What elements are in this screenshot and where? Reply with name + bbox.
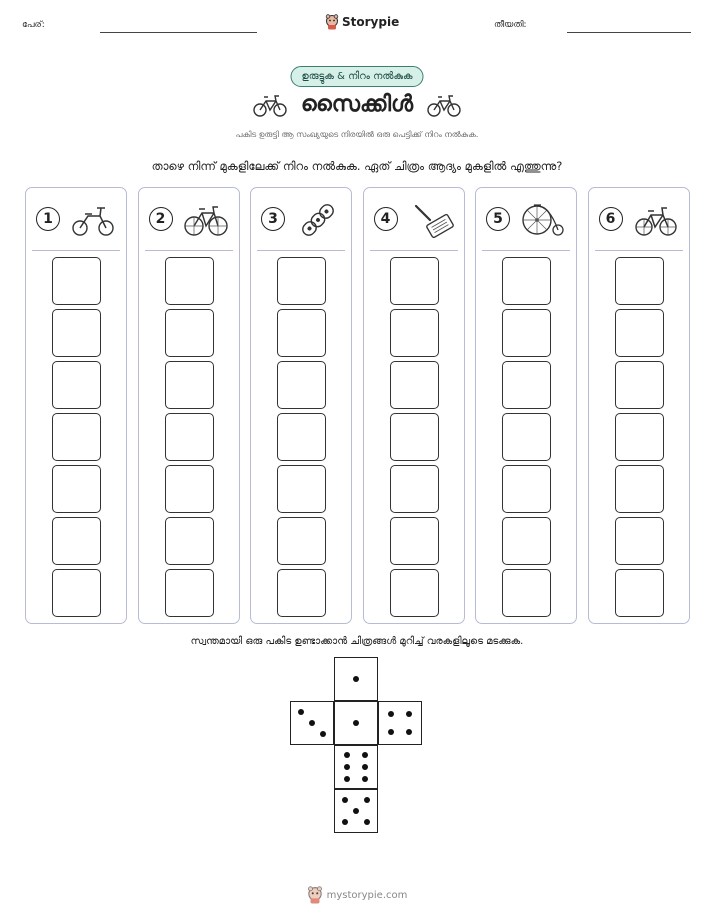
- bicycle-icon: [427, 93, 461, 117]
- color-boxes: [52, 257, 102, 621]
- pip: [298, 709, 304, 715]
- pip: [364, 797, 370, 803]
- dice-face-5: [334, 789, 378, 833]
- color-box[interactable]: [277, 465, 326, 513]
- color-box[interactable]: [52, 309, 101, 357]
- date-label: തീയതി:: [494, 20, 527, 30]
- color-box[interactable]: [390, 413, 439, 461]
- color-box[interactable]: [165, 517, 214, 565]
- kids-bike-icon: [633, 202, 679, 238]
- dice-face-1: [334, 701, 378, 745]
- color-box[interactable]: [52, 257, 101, 305]
- color-box[interactable]: [502, 309, 551, 357]
- color-box[interactable]: [502, 413, 551, 461]
- color-box[interactable]: [277, 517, 326, 565]
- pip: [362, 752, 368, 758]
- column-3: [250, 187, 352, 624]
- bicycle-icon: [253, 93, 287, 117]
- color-box[interactable]: [502, 257, 551, 305]
- color-box[interactable]: [277, 361, 326, 409]
- color-box[interactable]: [502, 465, 551, 513]
- page-title: സൈക്കിൾ: [300, 92, 414, 117]
- color-box[interactable]: [390, 309, 439, 357]
- column-divider: [257, 250, 345, 251]
- page-footer: [0, 886, 714, 904]
- storypie-mascot-icon: [325, 14, 339, 30]
- pip: [344, 752, 350, 758]
- color-box[interactable]: [277, 413, 326, 461]
- footer-url: mystorypie.com: [326, 889, 408, 901]
- column-divider: [595, 250, 683, 251]
- balance-bike-icon: [70, 202, 116, 238]
- color-box[interactable]: [390, 465, 439, 513]
- pip: [344, 764, 350, 770]
- pip: [406, 711, 412, 717]
- color-box[interactable]: [502, 569, 551, 617]
- column-header: [599, 202, 683, 238]
- name-label: പേര്:: [22, 20, 45, 30]
- date-line[interactable]: [567, 32, 691, 33]
- pip: [364, 819, 370, 825]
- page-header: [22, 12, 692, 36]
- pip: [342, 797, 348, 803]
- storypie-mascot-icon: [307, 886, 323, 904]
- column-number: 5: [486, 207, 510, 231]
- color-boxes: [277, 257, 327, 621]
- pip: [388, 729, 394, 735]
- color-boxes: [165, 257, 215, 621]
- pip: [320, 731, 326, 737]
- title-row: [0, 92, 714, 117]
- column-divider: [370, 250, 458, 251]
- color-box[interactable]: [615, 413, 664, 461]
- column-divider: [145, 250, 233, 251]
- pip: [353, 720, 359, 726]
- column-4: [363, 187, 465, 624]
- color-boxes: [615, 257, 665, 621]
- column-divider: [32, 250, 120, 251]
- column-6: [588, 187, 690, 624]
- color-box[interactable]: [165, 309, 214, 357]
- color-box[interactable]: [390, 361, 439, 409]
- pip: [406, 729, 412, 735]
- color-box[interactable]: [165, 361, 214, 409]
- color-box[interactable]: [615, 309, 664, 357]
- activity-badge: ഉരുട്ടുക & നിറം നൽകുക: [291, 66, 424, 87]
- instruction: താഴെ നിന്ന് മുകളിലേക്ക് നിറം നൽകുക. ഏത് ചിത്രം ആദ്യം മുകളിൽ എത്തുന്നു?: [151, 159, 563, 173]
- column-header: [261, 202, 345, 238]
- dice-face-3: [290, 701, 334, 745]
- color-box[interactable]: [390, 257, 439, 305]
- column-header: [486, 202, 570, 238]
- color-box[interactable]: [277, 569, 326, 617]
- dice-instruction: സ്വന്തമായി ഒരു പകിട ഉണ്ടാക്കാൻ ചിത്രങ്ങൾ മുറിച്ച് വരകളിലൂടെ മടക്കുക.: [190, 636, 524, 647]
- color-box[interactable]: [502, 517, 551, 565]
- column-divider: [482, 250, 570, 251]
- color-box[interactable]: [165, 465, 214, 513]
- bike-pedal-icon: [408, 202, 454, 238]
- column-number: 2: [149, 207, 173, 231]
- color-box[interactable]: [277, 309, 326, 357]
- column-header: [149, 202, 233, 238]
- color-box[interactable]: [390, 569, 439, 617]
- color-box[interactable]: [52, 517, 101, 565]
- name-line[interactable]: [100, 32, 257, 33]
- color-box[interactable]: [502, 361, 551, 409]
- color-boxes: [502, 257, 552, 621]
- color-box[interactable]: [390, 517, 439, 565]
- dice-columns: [25, 187, 690, 624]
- column-2: [138, 187, 240, 624]
- column-number: 3: [261, 207, 285, 231]
- color-box[interactable]: [615, 361, 664, 409]
- brand-name: Storypie: [342, 15, 400, 29]
- column-number: 1: [36, 207, 60, 231]
- color-box[interactable]: [615, 257, 664, 305]
- color-box[interactable]: [165, 413, 214, 461]
- bike-chain-icon: [295, 202, 341, 238]
- pip: [344, 776, 350, 782]
- pip: [388, 711, 394, 717]
- color-box[interactable]: [52, 465, 101, 513]
- dice-face-4: [378, 701, 422, 745]
- column-number: 6: [599, 207, 623, 231]
- pip: [309, 720, 315, 726]
- pip: [342, 819, 348, 825]
- pip: [362, 764, 368, 770]
- color-boxes: [390, 257, 440, 621]
- color-box[interactable]: [615, 569, 664, 617]
- color-box[interactable]: [277, 257, 326, 305]
- dice-face-1: [334, 657, 378, 701]
- column-number: 4: [374, 207, 398, 231]
- column-5: [475, 187, 577, 624]
- penny-farthing-icon: [520, 202, 566, 238]
- brand-logo: [325, 14, 399, 30]
- color-box[interactable]: [165, 257, 214, 305]
- column-header: [36, 202, 120, 238]
- color-box[interactable]: [615, 517, 664, 565]
- dice-face-6: [334, 745, 378, 789]
- color-box[interactable]: [165, 569, 214, 617]
- pip: [362, 776, 368, 782]
- dice-net: [290, 657, 424, 835]
- color-box[interactable]: [52, 569, 101, 617]
- subtitle: പകിട ഉരുട്ടി ആ സംഖ്യയുടെ നിരയിൽ ഒരു പെട്ടിക്ക് നിറം നൽകുക.: [235, 130, 479, 139]
- color-box[interactable]: [615, 465, 664, 513]
- color-box[interactable]: [52, 413, 101, 461]
- color-box[interactable]: [52, 361, 101, 409]
- pip: [353, 676, 359, 682]
- column-1: [25, 187, 127, 624]
- bicycle-icon: [183, 202, 229, 238]
- pip: [353, 808, 359, 814]
- column-header: [374, 202, 458, 238]
